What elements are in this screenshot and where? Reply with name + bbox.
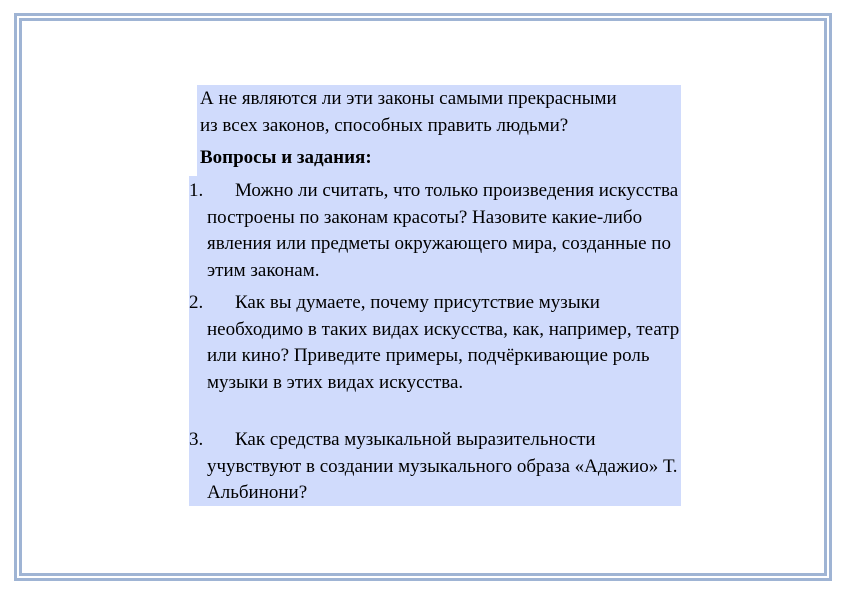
question-number: 1. [189, 180, 204, 201]
question-text: Можно ли считать, что только произведения искусства построены по законам красоты? Назовите какие-либо явления или предметы окружающего мира, созданные по этим законам. [207, 180, 679, 281]
question-text: Как средства музыкальной выразительности учувствуют в создании музыкального образа «Адажио» Т. Альбинони? [207, 429, 678, 503]
question-text: Как вы думаете, почему присутствие музыки необходимо в таких видах искусства, как, например, театр или кино? Приведите примеры, подчёркивающие роль музыки в этих видах искусства. [207, 292, 680, 393]
question-number: 3. [189, 429, 204, 450]
questions-heading: Вопросы и задания: [200, 147, 372, 168]
intro-line-1: А не являются ли эти законы самыми прекрасными [200, 88, 617, 109]
question-item-1 [189, 178, 681, 284]
intro-line-2: из всех законов, способных править людьми? [200, 114, 569, 136]
intro-paragraph [200, 86, 690, 139]
question-item-3 [189, 427, 681, 507]
question-item-2 [189, 290, 681, 396]
question-number: 2. [189, 292, 204, 313]
